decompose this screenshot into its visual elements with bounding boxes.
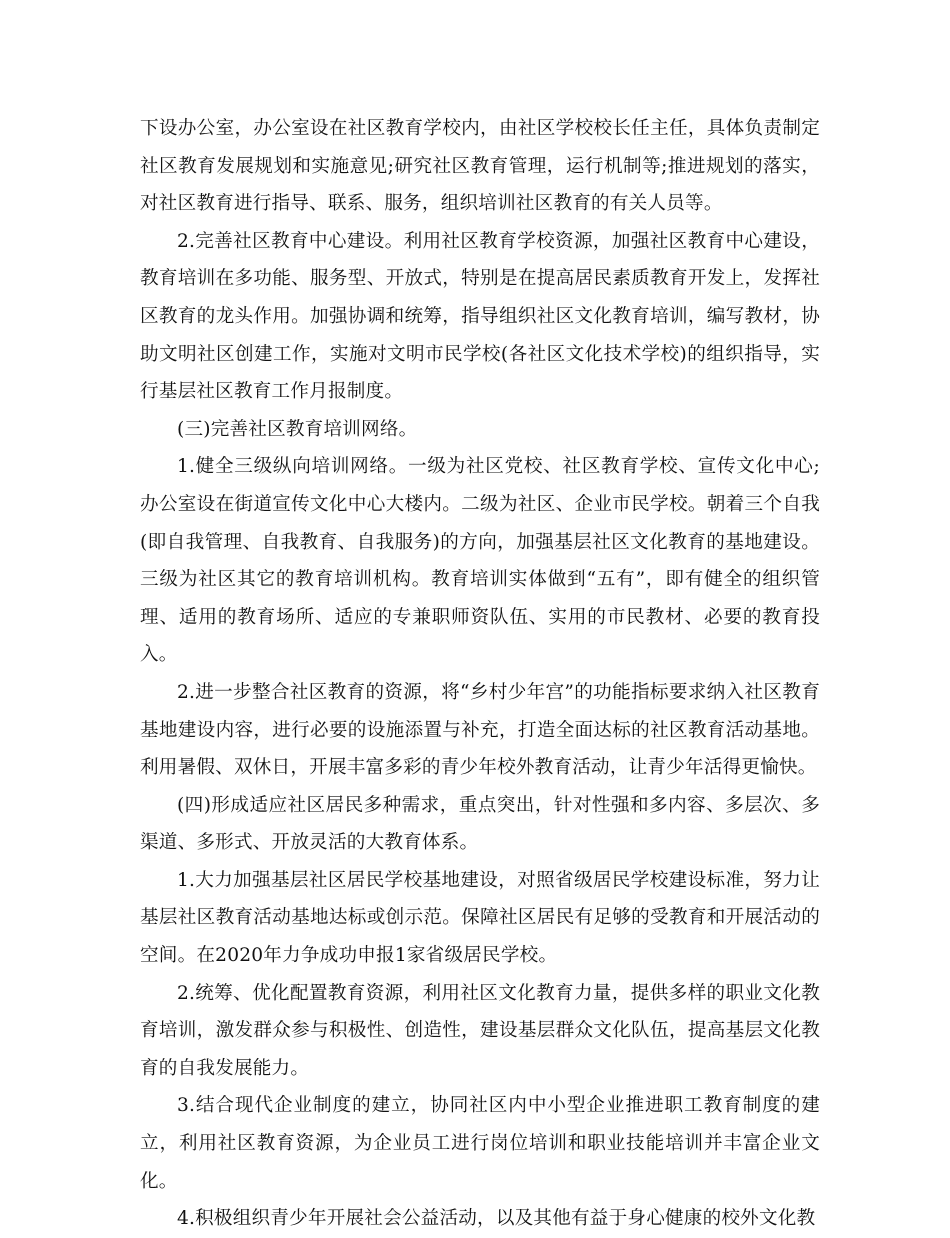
paragraph-4: 1.健全三级纵向培训网络。一级为社区党校、社区教育学校、宣传文化中心;办公室设在街道宣传文化中心大楼内。二级为社区、企业市民学校。朝着三个自我(即自我管理、自我教育、自我服务)的方向，加强基层社区文化教育的基地建设。三级为社区其它的教育培训机构。教育培训实体做到“五有”，即有健全的组织管理、适用的教育场所、适应的专兼职师资队伍、实用的市民教材、必要的教育投入。 [140,456,820,666]
paragraph-1: 下设办公室，办公室设在社区教育学校内，由社区学校校长任主任，具体负责制定社区教育发展规划和实施意见;研究社区教育管理，运行机制等;推进规划的落实，对社区教育进行指导、联系、服务，组织培训社区教育的有关人员等。 [140,118,820,215]
paragraph-8: 2.统筹、优化配置教育资源，利用社区文化教育力量，提供多样的职业文化教育培训，激发群众参与积极性、创造性，建设基层群众文化队伍，提高基层文化教育的自我发展能力。 [140,982,820,1079]
paragraph-10: 4.积极组织青少年开展社会公益活动，以及其他有益于身心健康的校外文化教 [177,1208,816,1230]
paragraph-9: 3.结合现代企业制度的建立，协同社区内中小型企业推进职工教育制度的建立，利用社区教育资源，为企业员工进行岗位培训和职业技能培训并丰富企业文化。 [140,1095,820,1192]
section-heading-3: (三)完善社区教育培训网络。 [177,418,418,440]
paragraph-7: 1.大力加强基层社区居民学校基地建设，对照省级居民学校建设标准，努力让基层社区教育活动基地达标或创示范。保障社区居民有足够的受教育和开展活动的空间。在2020年力争成功申报1家省级居民学校。 [140,869,820,967]
section-heading-4: (四)形成适应社区居民多种需求，重点突出，针对性强和多内容、多层次、多渠道、多形式、开放灵活的大教育体系。 [140,794,820,854]
paragraph-5: 2.进一步整合社区教育的资源，将“乡村少年宫”的功能指标要求纳入社区教育基地建设内容，进行必要的设施添置与补充，打造全面达标的社区教育活动基地。利用暑假、双休日，开展丰富多彩的青少年校外教育活动，让青少年活得更愉快。 [140,681,820,779]
document-body [140,110,820,1238]
paragraph-2: 2.完善社区教育中心建设。利用社区教育学校资源，加强社区教育中心建设，教育培训在多功能、服务型、开放式，特别是在提高居民素质教育开发上，发挥社区教育的龙头作用。加强协调和统筹，指导组织社区文化教育培训，编写教材，协助文明社区创建工作，实施对文明市民学校(各社区文化技术学校)的组织指导，实行基层社区教育工作月报制度。 [140,230,820,403]
